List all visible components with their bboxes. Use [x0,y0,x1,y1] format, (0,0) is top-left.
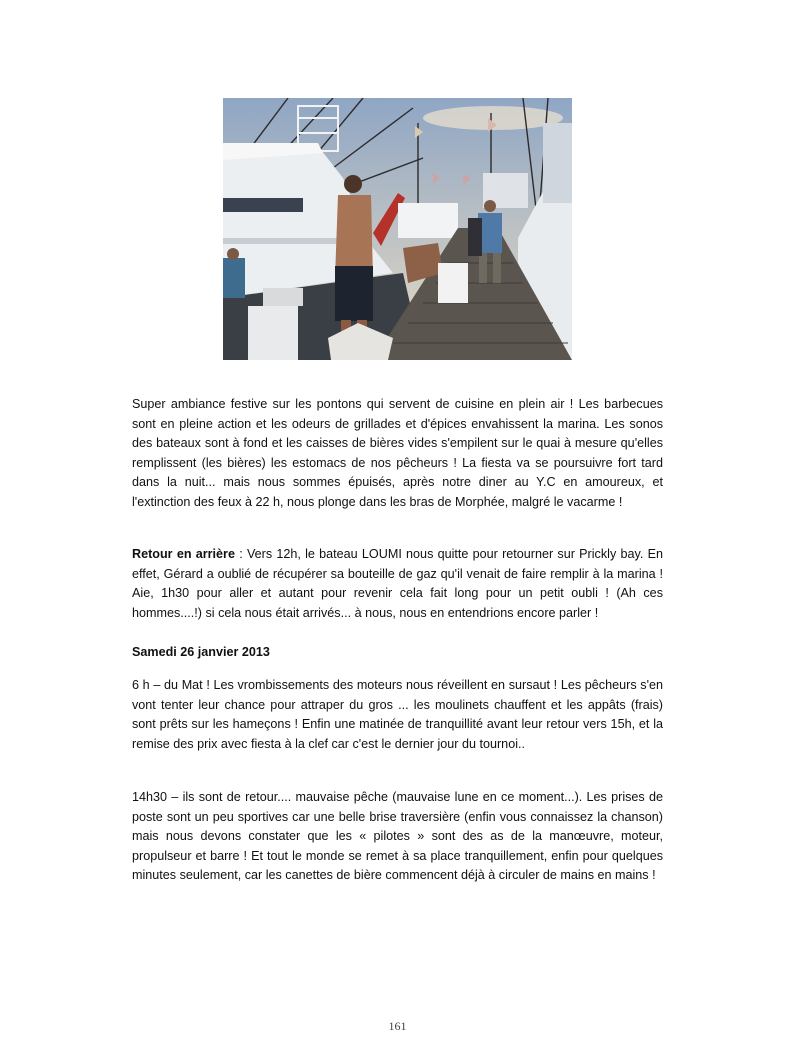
paragraph-retour-lead: Retour en arrière [132,547,235,561]
marina-photo-illustration [223,98,572,360]
paragraph-afternoon: 14h30 – ils sont de retour.... mauvaise pêche (mauvaise lune en ce moment...). Les prises de poste sont un peu sportives car une belle brise traversière (enfin vous connaissez la chanson) mais nous devons constater que les « pilotes » sont des as de la manœuvre, moteur, propulseur et barre ! Et tout le monde se remet à sa place tranquillement, enfin pour quelques minutes seulement, car les canettes de bière commencent déjà à circuler de mains en mains ! [132,790,663,883]
paragraph-retour-body: : Vers 12h, le bateau LOUMI nous quitte pour retourner sur Prickly bay. En effet, Gérard a oublié de récupérer sa bouteille de gaz qu'il venait de faire remplir à la marina ! Aie, 1h30 pour aller et autant pour revenir cela fait long pour un petit oubli ! (Ah ces hommes....!) si cela nous était arrivés... à nous, nous en entendrions encore parler ! [132,547,663,620]
date-heading: Samedi 26 janvier 2013 [132,645,270,659]
page-number: 161 [388,1019,407,1033]
paragraph-morning: 6 h – du Mat ! Les vrombissements des moteurs nous réveillent en sursaut ! Les pêcheurs s'en vont tenter leur chance pour attraper du gros ... les moulinets chauffent et les appâts (frais) sont prêts sur les hameçons ! Enfin une matinée de tranquillité avant leur retour vers 15h, et la remise des prix avec fiesta à la clef car c'est le dernier jour du tournoi.. [132,678,663,751]
paragraph-retour [132,545,663,623]
paragraph-fiesta: Super ambiance festive sur les pontons qui servent de cuisine en plein air ! Les barbecues sont en pleine action et les odeurs de grillades et d'épices envahissent la marina. Les sonos des bateaux sont à fond et les caisses de bières vides s'empilent sur le quai à mesure qu'elles remplissent (les bières) les estomacs de nos pêcheurs ! La fiesta va se poursuivre fort tard dans la nuit... mais nous sommes épuisés, après notre diner au Y.C en amoureux, et l'extinction des feux à 22 h, nous plonge dans les bras de Morphée, malgré le vacarme ! [132,397,663,509]
marina-photo [223,98,572,360]
